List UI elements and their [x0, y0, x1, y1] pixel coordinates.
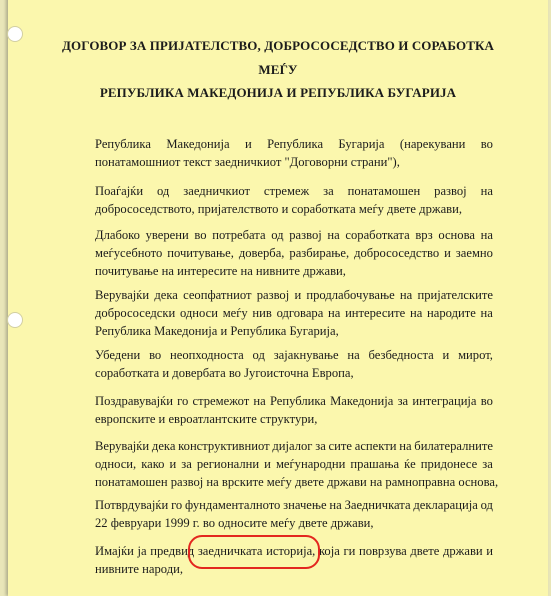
- word: како: [141, 457, 165, 471]
- word: Заедничката: [344, 498, 411, 512]
- word: дека: [151, 439, 176, 453]
- word: Потврдувајќи: [95, 498, 169, 512]
- word: понатамошен: [347, 184, 421, 198]
- word: го: [171, 498, 183, 512]
- word: сеопфатниот: [183, 288, 252, 302]
- word: која: [318, 544, 340, 558]
- word: заедничкиот: [183, 184, 250, 198]
- word: од: [480, 498, 493, 512]
- word: значење: [283, 498, 327, 512]
- paragraph-dialogue: [95, 437, 499, 491]
- word: држави: [442, 544, 483, 558]
- word: и: [294, 288, 302, 302]
- red-circle-annotation: [188, 535, 320, 569]
- word: интеграција: [412, 394, 477, 408]
- word: регионални: [196, 457, 260, 471]
- paragraph-parties: [95, 135, 493, 171]
- word: разбирање,: [289, 246, 350, 260]
- word: за: [315, 439, 326, 453]
- word: меѓу: [222, 306, 248, 320]
- word: Поздравувајќи: [95, 394, 173, 408]
- word: добрососедски: [95, 306, 176, 320]
- word: меѓународни: [275, 457, 346, 471]
- word: развој: [289, 228, 322, 242]
- word: неопходноста: [170, 348, 244, 362]
- word: ја: [137, 544, 147, 558]
- word: и: [264, 457, 271, 471]
- word: за: [397, 394, 409, 408]
- word: на: [409, 306, 423, 320]
- word: уверени: [145, 228, 189, 242]
- word: безбедноста: [368, 348, 434, 362]
- word: за: [323, 184, 334, 198]
- word: прашања: [350, 457, 400, 471]
- word: Република: [267, 137, 324, 151]
- text-line: нивните народи,: [95, 562, 184, 576]
- word: аспекти: [354, 439, 397, 453]
- word: односи,: [95, 457, 137, 471]
- punch-hole-bottom: [7, 312, 23, 328]
- word: мирот,: [458, 348, 493, 362]
- word: зајакнување: [273, 348, 339, 362]
- text-line: [95, 135, 493, 153]
- text-line: Република Македонија и Република Бугарија,: [95, 324, 339, 338]
- paragraph-believing: [95, 286, 493, 340]
- word: и: [442, 348, 450, 362]
- word: (нарекувани: [399, 137, 466, 151]
- paragraph-aspiration: [95, 182, 493, 218]
- word: развој: [434, 184, 467, 198]
- word: дијалог: [272, 439, 313, 453]
- word: Бугарија: [338, 137, 385, 151]
- word: на: [399, 439, 412, 453]
- word: почитување,: [167, 246, 234, 260]
- word: во: [194, 228, 207, 242]
- word: заемно: [455, 246, 493, 260]
- text-line: почитување на интересите на нивните држави,: [95, 264, 346, 278]
- word: на: [480, 306, 493, 320]
- word: стремеж: [263, 184, 310, 198]
- word: конструктивниот: [178, 439, 270, 453]
- word: добрососедство: [354, 246, 440, 260]
- word: во: [149, 348, 162, 362]
- text-line: [95, 304, 493, 322]
- word: и: [169, 457, 177, 471]
- text-line: [95, 455, 493, 473]
- treaty-title: ДОГОВОР ЗА ПРИЈАТЕЛСТВО, ДОБРОСОСЕДСТВО И СОРАБОТКА: [62, 38, 494, 53]
- paragraph-integration: [95, 392, 493, 428]
- word: на: [253, 394, 266, 408]
- word: на: [347, 348, 360, 362]
- word: Македонија: [330, 394, 394, 408]
- word: Верувајќи: [95, 439, 150, 453]
- word: и: [444, 246, 451, 260]
- word: на: [480, 184, 493, 198]
- text-line: [95, 286, 493, 304]
- word: во: [480, 137, 493, 151]
- text-line: [95, 182, 493, 200]
- word: сите: [328, 439, 352, 453]
- text-line: 22 февруари 1999 г. во односите меѓу двете држави,: [95, 516, 374, 530]
- text-line: [95, 437, 493, 455]
- word: ги: [343, 544, 356, 558]
- word: соработката: [345, 228, 410, 242]
- text-line: [95, 496, 493, 514]
- word: и: [486, 544, 493, 558]
- word: поврзува: [358, 544, 407, 558]
- word: предвид: [150, 544, 195, 558]
- word: доверба,: [238, 246, 285, 260]
- word: Длабоко: [95, 228, 140, 242]
- word: Поаѓајќи: [95, 184, 144, 198]
- document-page: [8, 0, 548, 596]
- text-line: добрососедството, пријателството и соработката меѓу двете држави,: [95, 202, 462, 216]
- text-line: [95, 346, 493, 364]
- word: Македонија: [166, 137, 230, 151]
- word: на: [480, 228, 493, 242]
- treaty-title-parties: РЕПУБЛИКА МАКЕДОНИЈА И РЕПУБЛИКА БУГАРИЈА: [99, 85, 457, 100]
- word: ќе: [404, 457, 416, 471]
- word: од: [157, 184, 170, 198]
- word: народите: [427, 306, 476, 320]
- word: на: [327, 228, 340, 242]
- treaty-title-between: МЕЃУ: [258, 62, 298, 77]
- word: билатералните: [414, 439, 493, 453]
- text-line: европските и евроатлантските структури,: [95, 412, 318, 426]
- word: Република: [269, 394, 326, 408]
- word: придонесе: [420, 457, 478, 471]
- word: односи: [179, 306, 218, 320]
- word: потребата: [212, 228, 266, 242]
- word: продлабочување: [306, 288, 395, 302]
- text-line: [95, 226, 493, 244]
- word: историја,: [266, 544, 316, 558]
- paragraph-convinced: [95, 226, 493, 280]
- word: го: [177, 394, 189, 408]
- word: од: [252, 348, 265, 362]
- text-line: [95, 392, 493, 410]
- word: стремежот: [192, 394, 250, 408]
- word: во: [480, 394, 493, 408]
- text-line: понатамошен развој на врските меѓу двете држави на рамноправна основа,: [95, 475, 499, 489]
- word: Верувајќи: [95, 288, 150, 302]
- word: развој: [256, 288, 290, 302]
- word: за: [482, 457, 493, 471]
- paragraph-security: [95, 346, 493, 382]
- text-line: [95, 244, 493, 262]
- word: меѓусебното: [95, 246, 163, 260]
- word: пријателските: [417, 288, 493, 302]
- word: на: [329, 498, 342, 512]
- word: заедничката: [197, 544, 263, 558]
- word: за: [181, 457, 192, 471]
- word: на: [399, 288, 413, 302]
- word: на: [328, 306, 341, 320]
- word: двете: [410, 544, 440, 558]
- word: Република: [95, 137, 151, 151]
- word: Имајќи: [95, 544, 134, 558]
- word: Убедени: [95, 348, 141, 362]
- paragraph-declaration: [95, 496, 493, 532]
- text-line: соработката и довербата во Југоисточна Европа,: [95, 366, 354, 380]
- word: основа: [438, 228, 475, 242]
- word: декларација: [413, 498, 478, 512]
- text-line: понатамошниот текст заедничкиот "Договорни страни"),: [95, 155, 400, 169]
- word: од: [271, 228, 284, 242]
- word: и: [244, 137, 252, 151]
- word: нив: [252, 306, 272, 320]
- word: одговара: [276, 306, 324, 320]
- word: дека: [154, 288, 178, 302]
- word: врз: [415, 228, 433, 242]
- word: фундаменталното: [185, 498, 281, 512]
- word: интересите: [345, 306, 406, 320]
